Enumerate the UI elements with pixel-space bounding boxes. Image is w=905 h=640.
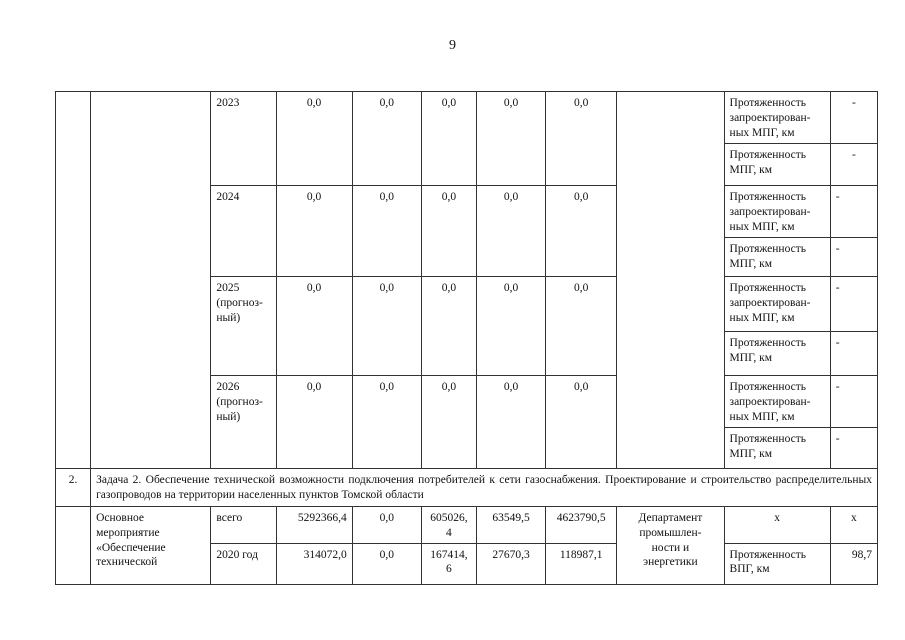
indicator-value-cell: - [830,276,877,331]
year-label: 2023 [216,97,240,109]
value-cell: 0,0 [421,375,476,468]
year-label: ный) [216,311,241,324]
indicator-line: МПГ, км [729,447,773,460]
value-line: 6 [446,563,452,576]
indicator-line: запроектирован- [729,395,811,408]
value-cell: 4623790,5 [546,506,617,543]
indicator-name-cell [724,543,830,584]
value-cell: 0,0 [352,186,421,277]
task-row [56,468,878,506]
value-cell: 0,0 [546,186,617,277]
value-cell: 0,0 [546,375,617,468]
indicator-value-cell: - [830,92,877,144]
indicator-line: Протяженность [729,336,806,349]
table-row [56,506,878,543]
value-line: 167414, [430,548,468,561]
indicator-value-cell: - [830,237,877,276]
table-row [56,92,878,144]
row-number-cell [56,92,91,469]
task-text: Задача 2. Обеспечение технической возможности подключения потребителей к сети газоснабжения. Проектирование и строительство распределительных газопроводов на территории населенных пунктов Томской области [91,468,878,506]
value-line: 4 [446,526,452,539]
year-label: (прогноз- [216,296,263,309]
value-cell [421,506,476,543]
indicator-name-cell [724,375,830,427]
indicator-line: запроектирован- [729,296,811,309]
indicator-name-cell [724,144,830,186]
indicator-line: Протяженность [729,191,806,203]
period-cell: 2020 год [211,543,276,584]
value-cell: 0,0 [352,375,421,468]
value-cell: 0,0 [546,92,617,186]
indicator-line: Протяженность [729,97,806,109]
indicator-name-cell [724,331,830,375]
year-label: (прогноз- [216,395,263,408]
value-cell: 0,0 [276,186,352,277]
value-cell: 0,0 [352,543,421,584]
value-cell: 0,0 [476,92,545,186]
event-name-cell [91,506,211,584]
task-number: 2. [56,468,91,506]
year-cell [211,92,276,186]
page-number: 9 [449,38,456,53]
indicator-line: Протяженность [729,548,806,561]
indicator-value-cell: - [830,186,877,238]
indicator-value-cell: х [830,506,877,543]
indicator-line: ных МПГ, км [729,410,795,423]
program-table [55,91,878,585]
value-cell: 0,0 [276,375,352,468]
year-label: 2026 [216,380,240,393]
year-cell [211,375,276,468]
indicator-name-cell [724,92,830,144]
year-cell [211,186,276,277]
value-cell: 0,0 [546,276,617,375]
value-cell: 314072,0 [276,543,352,584]
executor-line: Департамент [638,511,703,524]
executor-cell [617,506,724,584]
indicator-line: МПГ, км [729,257,773,270]
event-name-line: мероприятие [96,526,160,539]
year-label: 2024 [216,191,240,203]
indicator-name-cell [724,506,830,543]
value-line: 605026, [430,511,468,524]
event-name-line: «Обеспечение [96,541,166,554]
value-cell: 118987,1 [546,543,617,584]
value-cell: 0,0 [352,276,421,375]
value-cell: 5292366,4 [276,506,352,543]
indicator-value-cell: - [830,427,877,468]
executor-line: промышлен- [639,526,702,539]
event-name-cell [91,92,211,469]
value-cell: 0,0 [476,186,545,277]
indicator-line: запроектирован- [729,111,811,124]
indicator-line: МПГ, км [729,163,773,176]
indicator-line: ных МПГ, км [729,311,795,324]
indicator-value-cell: - [830,331,877,375]
indicator-line: Протяженность [729,380,806,393]
year-cell [211,276,276,375]
indicator-line: Протяженность [729,432,806,445]
value-cell: 0,0 [276,276,352,375]
indicator-line: ВПГ, км [729,563,770,576]
indicator-name-cell [724,427,830,468]
value-cell [421,543,476,584]
indicator-name-cell [724,237,830,276]
value-cell: 0,0 [421,186,476,277]
value-cell: 0,0 [352,92,421,186]
value-cell: 0,0 [476,375,545,468]
value-cell: 27670,3 [476,543,545,584]
indicator-line: Протяженность [729,281,806,294]
year-label: 2025 [216,281,240,294]
executor-line: энергетики [643,556,698,569]
indicator-line: МПГ, км [729,351,773,364]
indicator-value-cell: - [830,375,877,427]
value-cell: 0,0 [421,276,476,375]
indicator-line: х [774,511,781,524]
indicator-name-cell [724,276,830,331]
value-cell: 0,0 [352,506,421,543]
indicator-line: ных МПГ, км [729,220,795,233]
indicator-line: Протяженность [729,242,806,255]
row-number-cell [56,506,91,584]
indicator-line: ных МПГ, км [729,126,795,139]
period-cell: всего [211,506,276,543]
value-cell: 0,0 [276,92,352,186]
indicator-name-cell [724,186,830,238]
year-label: ный) [216,410,241,423]
indicator-value-cell: 98,7 [830,543,877,584]
executor-line: ности и [651,541,690,554]
event-name-line: Основное [96,511,144,524]
indicator-line: Протяженность [729,149,806,161]
indicator-line: запроектирован- [729,205,811,218]
event-name-line: технической [96,556,158,569]
value-cell: 63549,5 [476,506,545,543]
value-cell: 0,0 [476,276,545,375]
indicator-value-cell: - [830,144,877,186]
executor-cell [617,92,724,469]
value-cell: 0,0 [421,92,476,186]
